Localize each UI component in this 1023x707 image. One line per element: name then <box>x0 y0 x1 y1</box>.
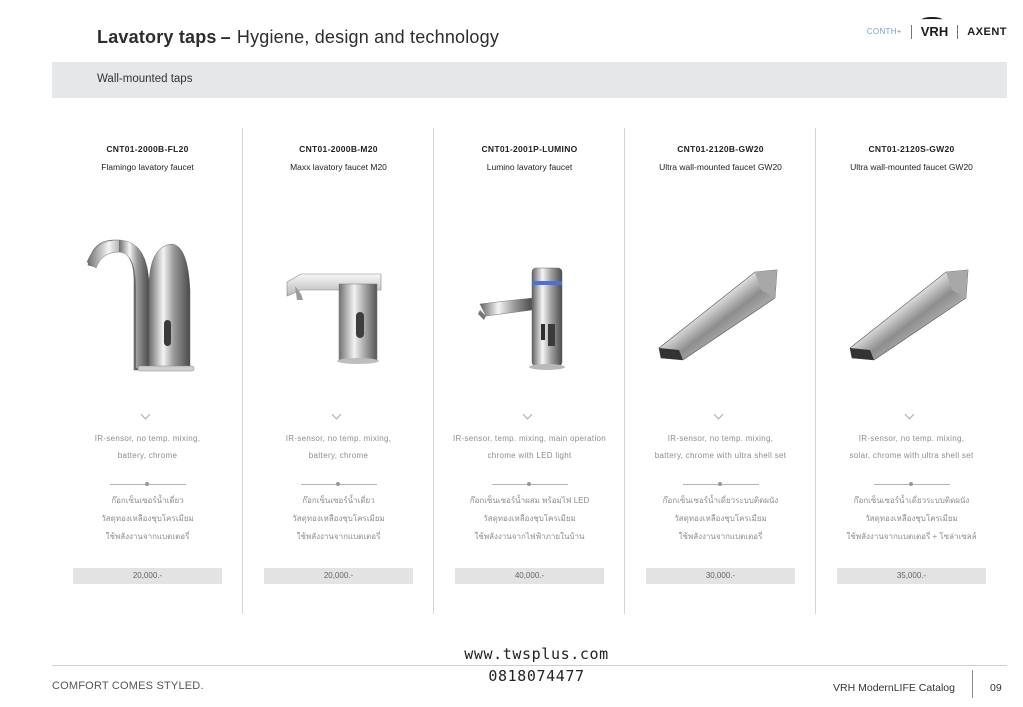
thai-line: ใช้พลังงานจากแบตเตอรี่ <box>296 532 381 541</box>
product-spec <box>247 430 430 464</box>
spec-line: battery, chrome <box>308 451 369 460</box>
footer-divider <box>52 665 1007 666</box>
product-description-thai <box>247 492 430 546</box>
thai-line: ใช้พลังงานจากไฟฟ้าภายในบ้าน <box>474 532 585 541</box>
spec-line: IR-sensor, temp. mixing, main operation <box>452 434 607 443</box>
footer-vertical-divider <box>972 670 973 698</box>
thai-line: วัสดุทองเหลืองชุบโครเมียม <box>865 514 958 523</box>
website-overlay[interactable]: www.twsplus.com <box>464 645 609 663</box>
separator-dot <box>718 482 722 486</box>
brand-divider <box>911 25 912 39</box>
product-card[interactable] <box>52 128 243 614</box>
product-name: Ultra wall-mounted faucet GW20 <box>659 162 782 172</box>
spec-line: IR-sensor, no temp. mixing, <box>858 434 965 443</box>
product-grid <box>52 128 1007 614</box>
page-title-dash: – <box>220 27 231 47</box>
spec-line: battery, chrome <box>117 451 178 460</box>
brand-divider <box>957 25 958 39</box>
product-spec <box>820 430 1003 464</box>
page-header <box>0 0 1023 62</box>
chevron-down-icon <box>905 410 915 420</box>
section-bar <box>52 62 1007 98</box>
price-tag: 35,000.- <box>837 568 986 584</box>
spec-line: IR-sensor, no temp. mixing, <box>94 434 201 443</box>
page-number: 09 <box>990 682 1002 694</box>
spec-line: battery, chrome with ultra shell set <box>654 451 787 460</box>
spec-line: IR-sensor, no temp. mixing, <box>285 434 392 443</box>
product-name: Ultra wall-mounted faucet GW20 <box>850 162 973 172</box>
page-title-main: Lavatory taps <box>97 27 217 47</box>
maxx-faucet-icon <box>243 220 434 380</box>
product-description-thai <box>820 492 1003 546</box>
product-name: Maxx lavatory faucet M20 <box>290 162 387 172</box>
wall-spout-faucet-icon <box>816 220 1007 380</box>
separator-dot <box>336 482 340 486</box>
thai-line: ใช้พลังงานจากแบตเตอรี่ <box>678 532 763 541</box>
product-code: CNT01-2000B-M20 <box>299 144 378 154</box>
thai-line: วัสดุทองเหลืองชุบโครเมียม <box>674 514 767 523</box>
flamingo-faucet-icon <box>52 220 243 380</box>
footer-slogan: COMFORT COMES STYLED. <box>52 680 204 692</box>
thai-line: ก๊อกเซ็นเซอร์น้ำเดี่ยวระบบติดผนัง <box>853 496 970 505</box>
price-tag: 40,000.- <box>455 568 604 584</box>
footer-catalog-name: VRH ModernLIFE Catalog <box>833 682 955 694</box>
product-code: CNT01-2000B-FL20 <box>106 144 189 154</box>
conth-logo: CONTH+ <box>866 27 902 36</box>
section-title: Wall-mounted taps <box>97 73 193 85</box>
page-title <box>97 27 499 48</box>
thai-line: ก๊อกเซ็นเซอร์น้ำเดี่ยว <box>302 496 375 505</box>
chevron-down-icon <box>141 410 151 420</box>
vrh-swoosh-icon <box>922 17 942 22</box>
price-tag: 20,000.- <box>73 568 222 584</box>
chevron-down-icon <box>714 410 724 420</box>
thai-line: ก๊อกเซ็นเซอร์น้ำเดี่ยวระบบติดผนัง <box>662 496 779 505</box>
chevron-down-icon <box>523 410 533 420</box>
separator-dot <box>527 482 531 486</box>
thai-line: ใช้พลังงานจากแบตเตอรี่ + โซล่าเซลล์ <box>846 532 977 541</box>
product-card[interactable] <box>243 128 434 614</box>
product-code: CNT01-2120B-GW20 <box>677 144 764 154</box>
vrh-logo <box>921 24 948 39</box>
thai-line: ก๊อกเซ็นเซอร์น้ำผสม พร้อมไฟ LED <box>469 496 590 505</box>
product-name: Lumino lavatory faucet <box>486 162 573 172</box>
thai-line: ก๊อกเซ็นเซอร์น้ำเดี่ยว <box>111 496 184 505</box>
product-spec <box>56 430 239 464</box>
price-tag: 30,000.- <box>646 568 795 584</box>
page-title-subtitle: Hygiene, design and technology <box>236 27 500 47</box>
product-spec <box>438 430 621 464</box>
brand-logos <box>867 24 1007 39</box>
separator-dot <box>145 482 149 486</box>
product-description-thai <box>56 492 239 546</box>
spec-line: solar, chrome with ultra shell set <box>849 451 974 460</box>
thai-line: วัสดุทองเหลืองชุบโครเมียม <box>483 514 576 523</box>
vrh-logo-text: VRH <box>920 24 949 39</box>
product-code: CNT01-2120S-GW20 <box>868 144 955 154</box>
product-card[interactable] <box>625 128 816 614</box>
product-description-thai <box>629 492 812 546</box>
axent-logo: AXENT <box>967 25 1007 38</box>
product-name: Flamingo lavatory faucet <box>101 162 194 172</box>
thai-line: วัสดุทองเหลืองชุบโครเมียม <box>101 514 194 523</box>
spec-line: chrome with LED light <box>487 451 572 460</box>
separator-dot <box>909 482 913 486</box>
wall-spout-faucet-icon <box>625 220 816 380</box>
spec-line: IR-sensor, no temp. mixing, <box>667 434 774 443</box>
lumino-faucet-icon <box>434 220 625 380</box>
phone-overlay: 0818074477 <box>488 667 585 685</box>
thai-line: วัสดุทองเหลืองชุบโครเมียม <box>292 514 385 523</box>
product-card[interactable] <box>434 128 625 614</box>
product-description-thai <box>438 492 621 546</box>
product-card[interactable] <box>816 128 1007 614</box>
price-tag: 20,000.- <box>264 568 413 584</box>
product-spec <box>629 430 812 464</box>
product-code: CNT01-2001P-LUMINO <box>481 144 578 154</box>
chevron-down-icon <box>332 410 342 420</box>
thai-line: ใช้พลังงานจากแบตเตอรี่ <box>105 532 190 541</box>
